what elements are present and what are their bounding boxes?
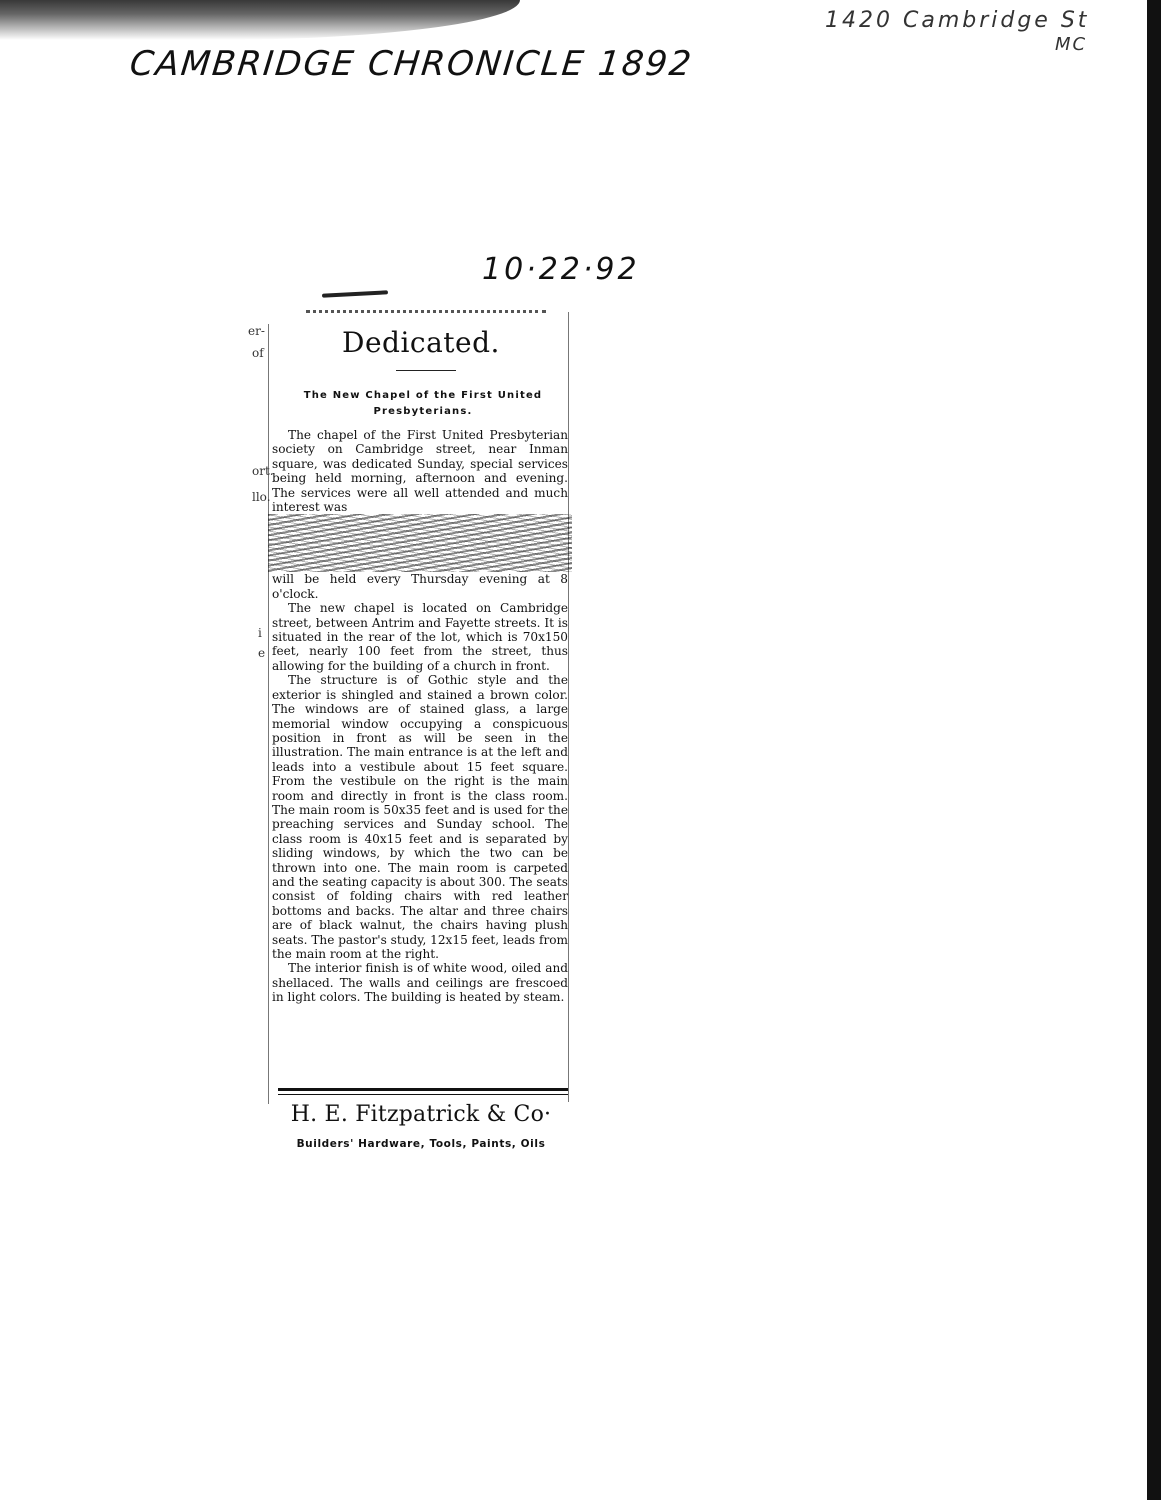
newspaper-clipping [248, 306, 574, 1166]
column-rule-right [568, 312, 570, 1102]
neighbor-column-fragment: of [252, 346, 264, 360]
clipping-top-dots [306, 310, 546, 319]
advertisement-name: H. E. Fitzpatrick & Co· [290, 1102, 552, 1127]
article-body [272, 428, 568, 1005]
scan-edge-shadow [0, 0, 520, 40]
neighbor-column-fragment: i [258, 626, 262, 640]
article-paragraph: will be held every Thursday evening at 8 o'clock. [272, 572, 568, 601]
handwritten-date: 10·22·92 [482, 252, 640, 287]
article-paragraph: The interior finish is of white wood, oiled and shellaced. The walls and ceilings are frescoed in light colors. The building is heated by steam. [272, 961, 568, 1005]
article-paragraph: The new chapel is located on Cambridge street, between Antrim and Fayette streets. It is situated in the rear of the lot, which is 70x150 feet, nearly 100 feet from the street, thus allowing for the building of a church in front. [272, 601, 568, 673]
article-subheadline [278, 388, 568, 420]
neighbor-column-fragment: llo. [252, 490, 271, 504]
article-end-rule [278, 1088, 568, 1095]
neighbor-column-fragment: ort. [252, 464, 274, 478]
handwritten-address: 1420 Cambridge St [825, 8, 1090, 33]
article-paragraph: The chapel of the First United Presbyterian society on Cambridge street, near Inman square, was dedicated Sunday, special services being held morning, afternoon and evening. The services were all well attended and much interest was [272, 428, 568, 515]
neighbor-column-fragment: e [258, 646, 266, 660]
headline-rule [396, 370, 456, 371]
advertisement-tagline: Builders' Hardware, Tools, Paints, Oils [296, 1138, 546, 1150]
handwritten-title: CAMBRIDGE CHRONICLE 1892 [127, 44, 695, 84]
article-paragraph: The structure is of Gothic style and the exterior is shingled and stained a brown color. The windows are of stained glass, a large memorial window occupying a conspicuous position in front as will be seen in the illustration. The main entrance is at the left and leads into a vestibule about 15 feet square. From the vestibule on the right is the main room and directly in front is the class room. The main room is 50x35 feet and is used for the preaching services and Sunday school. The class room is 40x15 feet and is separated by sliding windows, by which the two can be thrown into one. The main room is carpeted and the seating capacity is about 300. The seats consist of folding chairs with red leather bottoms and backs. The altar and three chairs are of black walnut, the chairs having plush seats. The pastor's study, 12x15 feet, leads from the main room at the right. [272, 673, 568, 961]
column-rule-left [268, 324, 270, 1104]
smudged-text-area [268, 514, 572, 572]
scan-right-edge [1147, 0, 1161, 1500]
article-headline: Dedicated. [342, 326, 500, 359]
neighbor-column-fragment: er- [248, 324, 265, 338]
subheadline-line-1: The New Chapel of the First United [303, 390, 543, 401]
pen-mark [322, 290, 388, 297]
subheadline-line-2: Presbyterians. [373, 406, 473, 417]
handwritten-code: MC [1055, 34, 1088, 55]
